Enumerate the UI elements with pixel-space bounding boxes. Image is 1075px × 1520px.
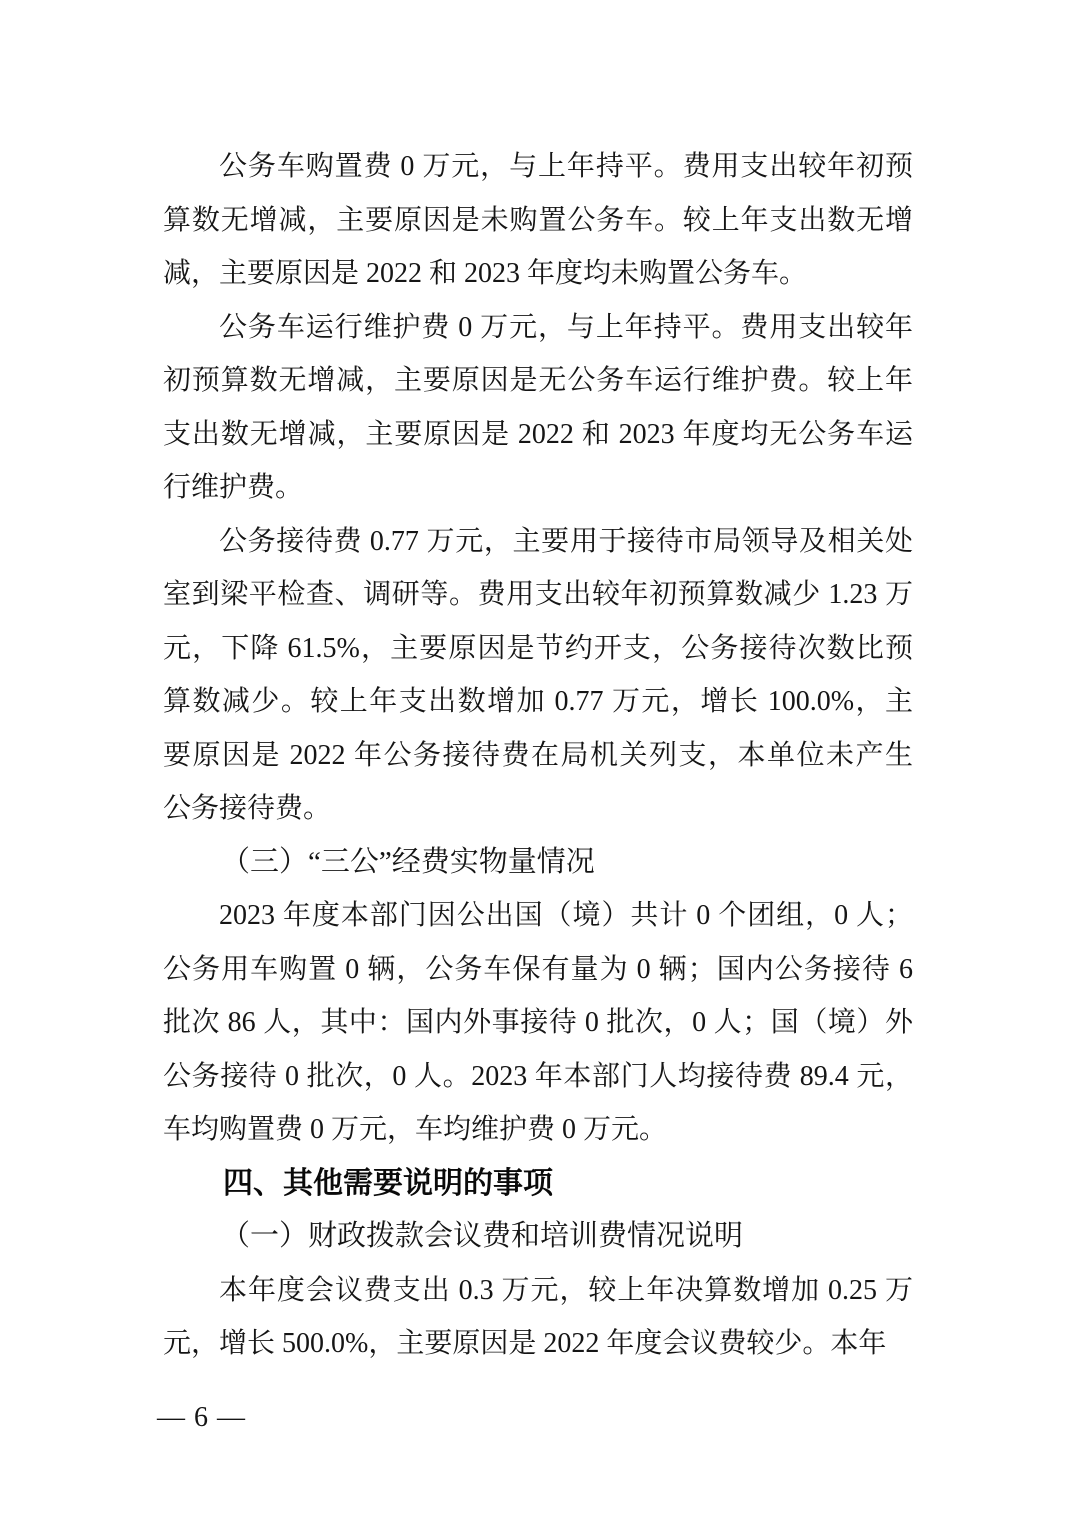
text-line: 公务接待费。: [163, 793, 332, 824]
text-line: 批次 86 人，其中：国内外事接待 0 批次，0 人；国（境）外: [163, 1007, 913, 1038]
text-line: 减，主要原因是 2022 和 2023 年度均未购置公务车。: [163, 258, 808, 289]
document-body: [163, 140, 913, 1371]
text-line: 公务用车购置 0 辆，公务车保有量为 0 辆；国内公务接待 6: [163, 953, 913, 985]
heading-other-matters: [163, 1157, 913, 1211]
paragraph-meeting-fee: [163, 1264, 913, 1371]
text-line: 公务接待费 0.77 万元，主要用于接待市局领导及相关处: [219, 525, 913, 557]
text-line: 算数减少。较上年支出数增加 0.77 万元，增长 100.0%，主: [163, 686, 913, 717]
section-heading: （三）“三公”经费实物量情况: [221, 845, 595, 878]
text-line: 本年度会议费支出 0.3 万元，较上年决算数增加 0.25 万: [219, 1274, 913, 1306]
text-line: 公务车购置费 0 万元，与上年持平。费用支出较年初预: [219, 151, 913, 182]
paragraph-vehicle-maintenance: [163, 301, 913, 515]
text-line: 元，增长 500.0%，主要原因是 2022 年度会议费较少。本年: [163, 1328, 887, 1359]
text-line: 算数无增减，主要原因是未购置公务车。较上年支出数无增: [163, 204, 913, 236]
chapter-heading: 四、其他需要说明的事项: [223, 1166, 553, 1200]
text-line: 公务接待 0 批次，0 人。2023 年本部门人均接待费 89.4 元，: [163, 1060, 913, 1092]
text-line: 要原因是 2022 年公务接待费在局机关列支，本单位未产生: [163, 739, 913, 771]
heading-meeting-training-fees: [163, 1210, 913, 1264]
paragraph-physical-quantity-details: [163, 889, 913, 1157]
text-line: 行维护费。: [163, 472, 304, 503]
heading-three-public-physical-quantity: [163, 836, 913, 890]
paragraph-vehicle-purchase: [163, 140, 913, 301]
paragraph-official-reception: [163, 515, 913, 836]
section-heading: （一）财政拨款会议费和培训费情况说明: [221, 1220, 744, 1252]
text-line: 公务车运行维护费 0 万元，与上年持平。费用支出较年: [219, 311, 913, 343]
text-line: 室到梁平检查、调研等。费用支出较年初预算数减少 1.23 万: [163, 579, 913, 610]
page-number: — 6 —: [157, 1402, 246, 1433]
text-line: 元，下降 61.5%，主要原因是节约开支，公务接待次数比预: [163, 632, 913, 664]
text-line: 支出数无增减，主要原因是 2022 和 2023 年度均无公务车运: [163, 418, 913, 450]
text-line: 初预算数无增减，主要原因是无公务车运行维护费。较上年: [163, 365, 913, 396]
text-line: 2023 年度本部门因公出国（境）共计 0 个团组，0 人；: [219, 900, 913, 931]
text-line: 车均购置费 0 万元，车均维护费 0 万元。: [163, 1114, 668, 1145]
